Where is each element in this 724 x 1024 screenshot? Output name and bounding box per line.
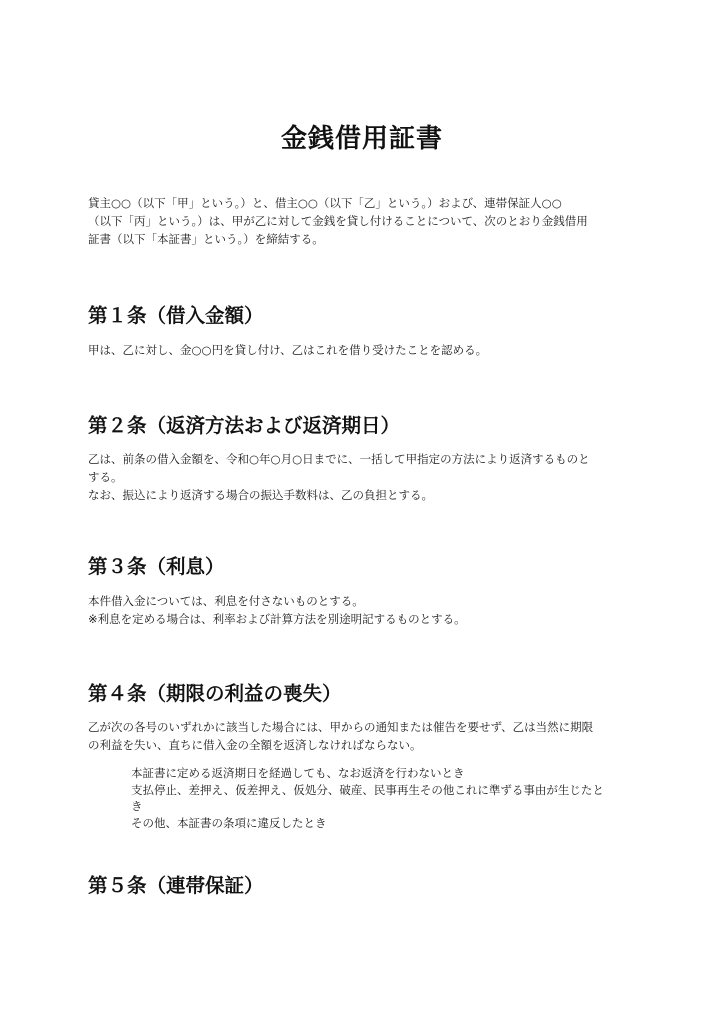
article-4-body: [88, 718, 633, 754]
preamble-line: 証書（以下「本証書」という。）を締結する。: [88, 232, 324, 246]
article-2-heading: 第２条（返済方法および返済期日）: [88, 414, 401, 437]
article-3-body: [88, 592, 633, 628]
article-2-line: する。: [88, 470, 123, 484]
article-5-heading: 第５条（連帯保証）: [88, 874, 264, 897]
article-4-items: [131, 765, 641, 832]
article-2-body: [88, 450, 633, 504]
article-4-line: の利益を失い、直ちに借入金の全額を返済しなければならない。: [88, 738, 422, 752]
preamble-paragraph: [88, 194, 633, 248]
article-3-line: 本件借入金については、利息を付さないものとする。: [88, 594, 364, 608]
article-1-heading: 第１条（借入金額）: [88, 304, 264, 327]
article-1-line: 甲は、乙に対し、金○○円を貸し付け、乙はこれを借り受けたことを認める。: [88, 343, 488, 357]
list-item-line: 本証書に定める返済期日を経過しても、なお返済を行わないとき: [131, 766, 465, 780]
article-1-body: [88, 341, 633, 359]
list-item-line: その他、本証書の条項に違反したとき: [131, 816, 327, 831]
list-item: [131, 782, 641, 815]
article-3-line: ※利息を定める場合は、利率および計算方法を別途明記するものとする。: [88, 612, 466, 626]
list-item-line: 支払停止、差押え、仮差押え、仮処分、破産、民事再生その他これに準ずる事由が生じたと: [131, 782, 604, 797]
article-4-line: 乙が次の各号のいずれかに該当した場合には、甲からの通知または催告を要せず、乙は当然に期限: [88, 720, 594, 734]
article-2-line: 乙は、前条の借入金額を、令和○年○月○日までに、一括して甲指定の方法により返済するものと: [88, 452, 590, 466]
list-item: [131, 765, 641, 782]
article-2-line: なお、振込により返済する場合の振込手数料は、乙の負担とする。: [88, 488, 433, 502]
preamble-line: （以下「丙」という。）は、甲が乙に対して金銭を貸し付けることについて、次のとおり金銭借用: [88, 214, 588, 228]
list-item-line: き: [131, 799, 143, 814]
article-3-heading: 第３条（利息）: [88, 555, 225, 578]
document-title: 金銭借用証書: [280, 124, 443, 154]
preamble-line: 貸主○○（以下「甲」という。）と、借主○○（以下「乙」という。）および、連帯保証人○○: [88, 196, 562, 210]
article-4-heading: 第４条（期限の利益の喪失）: [88, 682, 342, 705]
list-item: [131, 815, 641, 832]
